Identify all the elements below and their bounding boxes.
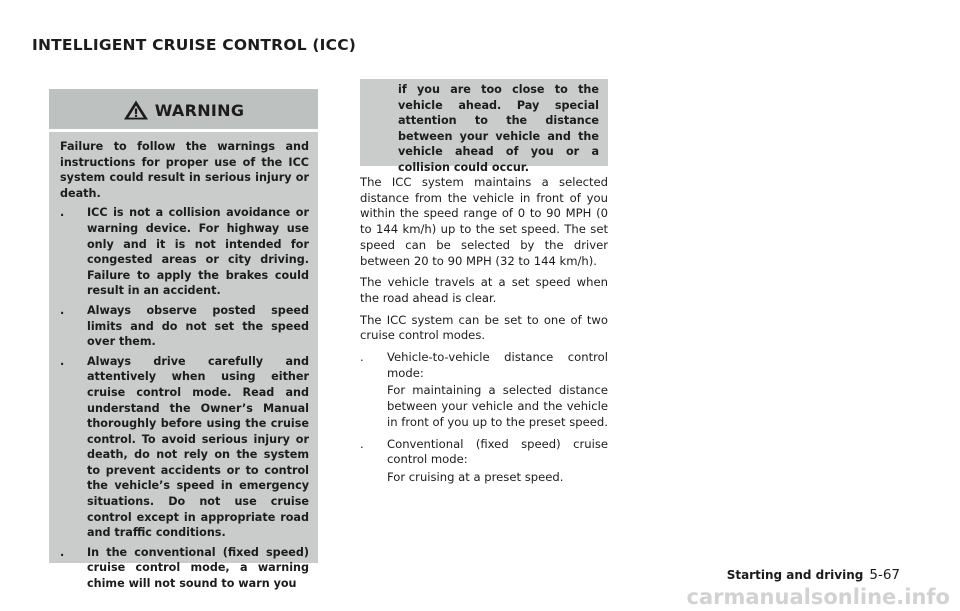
warning-item-text: Always observe posted speed limits and do not set the speed over them. <box>87 303 309 349</box>
warning-continuation-box <box>360 79 608 174</box>
warning-triangle-icon <box>123 99 149 121</box>
warning-intro: Failure to follow the warnings and instructions for proper use of the ICC system could result in serious injury or death. <box>60 140 309 200</box>
warning-item-text: In the conventional (fixed speed) cruise control mode, a warning chime will not sound to warn you <box>87 545 309 591</box>
bullet: . <box>60 545 65 559</box>
bullet: . <box>60 206 65 220</box>
footer-section-name: Starting and driving <box>726 568 864 582</box>
section-title: INTELLIGENT CRUISE CONTROL (ICC) <box>32 36 357 54</box>
mode-item <box>360 350 608 381</box>
warning-item-text: Always drive carefully and attentively when using either cruise control mode. Read and understand the Owner’s Manual thoroughly before using the cruise control. To avoid serious injury or death, do not rely on the system to prevent accidents or to control the vehicle’s speed in emergency situations. Do not use cruise control except in appropriate road and traffic conditions. <box>87 354 309 540</box>
warning-title: WARNING <box>154 100 245 120</box>
bullet: . <box>360 350 364 365</box>
watermark: carmanualsonline.info <box>686 585 950 609</box>
warning-box <box>49 89 318 591</box>
body-paragraph: The vehicle travels at a set speed when the road ahead is clear. <box>360 275 608 305</box>
mode-item <box>360 437 608 468</box>
warning-item <box>60 205 309 299</box>
page-number: 5-67 <box>869 567 900 583</box>
page-footer <box>680 564 900 583</box>
mode-description: For cruising at a preset speed. <box>387 469 564 484</box>
bullet: . <box>60 354 65 368</box>
bullet: . <box>360 436 364 451</box>
body-paragraph: The ICC system maintains a selected distance from the vehicle in front of you within the speed range of 0 to 90 MPH (0 to 144 km/h) up to the set speed. The set speed can be selected by the driver between 20 to 90 MPH (32 to 144 km/h). <box>360 175 608 268</box>
mode-label: Vehicle-to-vehicle distance control mode: <box>387 350 608 380</box>
warning-body <box>60 139 309 596</box>
warning-continuation-text: if you are too close to the vehicle ahead. Pay special attention to the distance between your vehicle and the vehicle ahead of you or a collision could occur. <box>398 83 599 174</box>
mode-label: Conventional (fixed speed) cruise control mode: <box>387 436 608 467</box>
warning-item <box>60 545 309 592</box>
warning-item <box>60 303 309 350</box>
warning-header <box>49 89 318 132</box>
mode-description: For maintaining a selected distance between your vehicle and the vehicle in front of you up to the preset speed. <box>387 383 608 429</box>
warning-item-text: ICC is not a collision avoidance or warning device. For highway use only and it is not intended for congested areas or city driving. Failure to apply the brakes could result in an accident. <box>87 206 309 298</box>
body-text <box>360 175 608 492</box>
warning-item <box>60 354 309 541</box>
body-paragraph: The ICC system can be set to one of two cruise control modes. <box>360 312 608 343</box>
bullet: . <box>60 303 65 317</box>
